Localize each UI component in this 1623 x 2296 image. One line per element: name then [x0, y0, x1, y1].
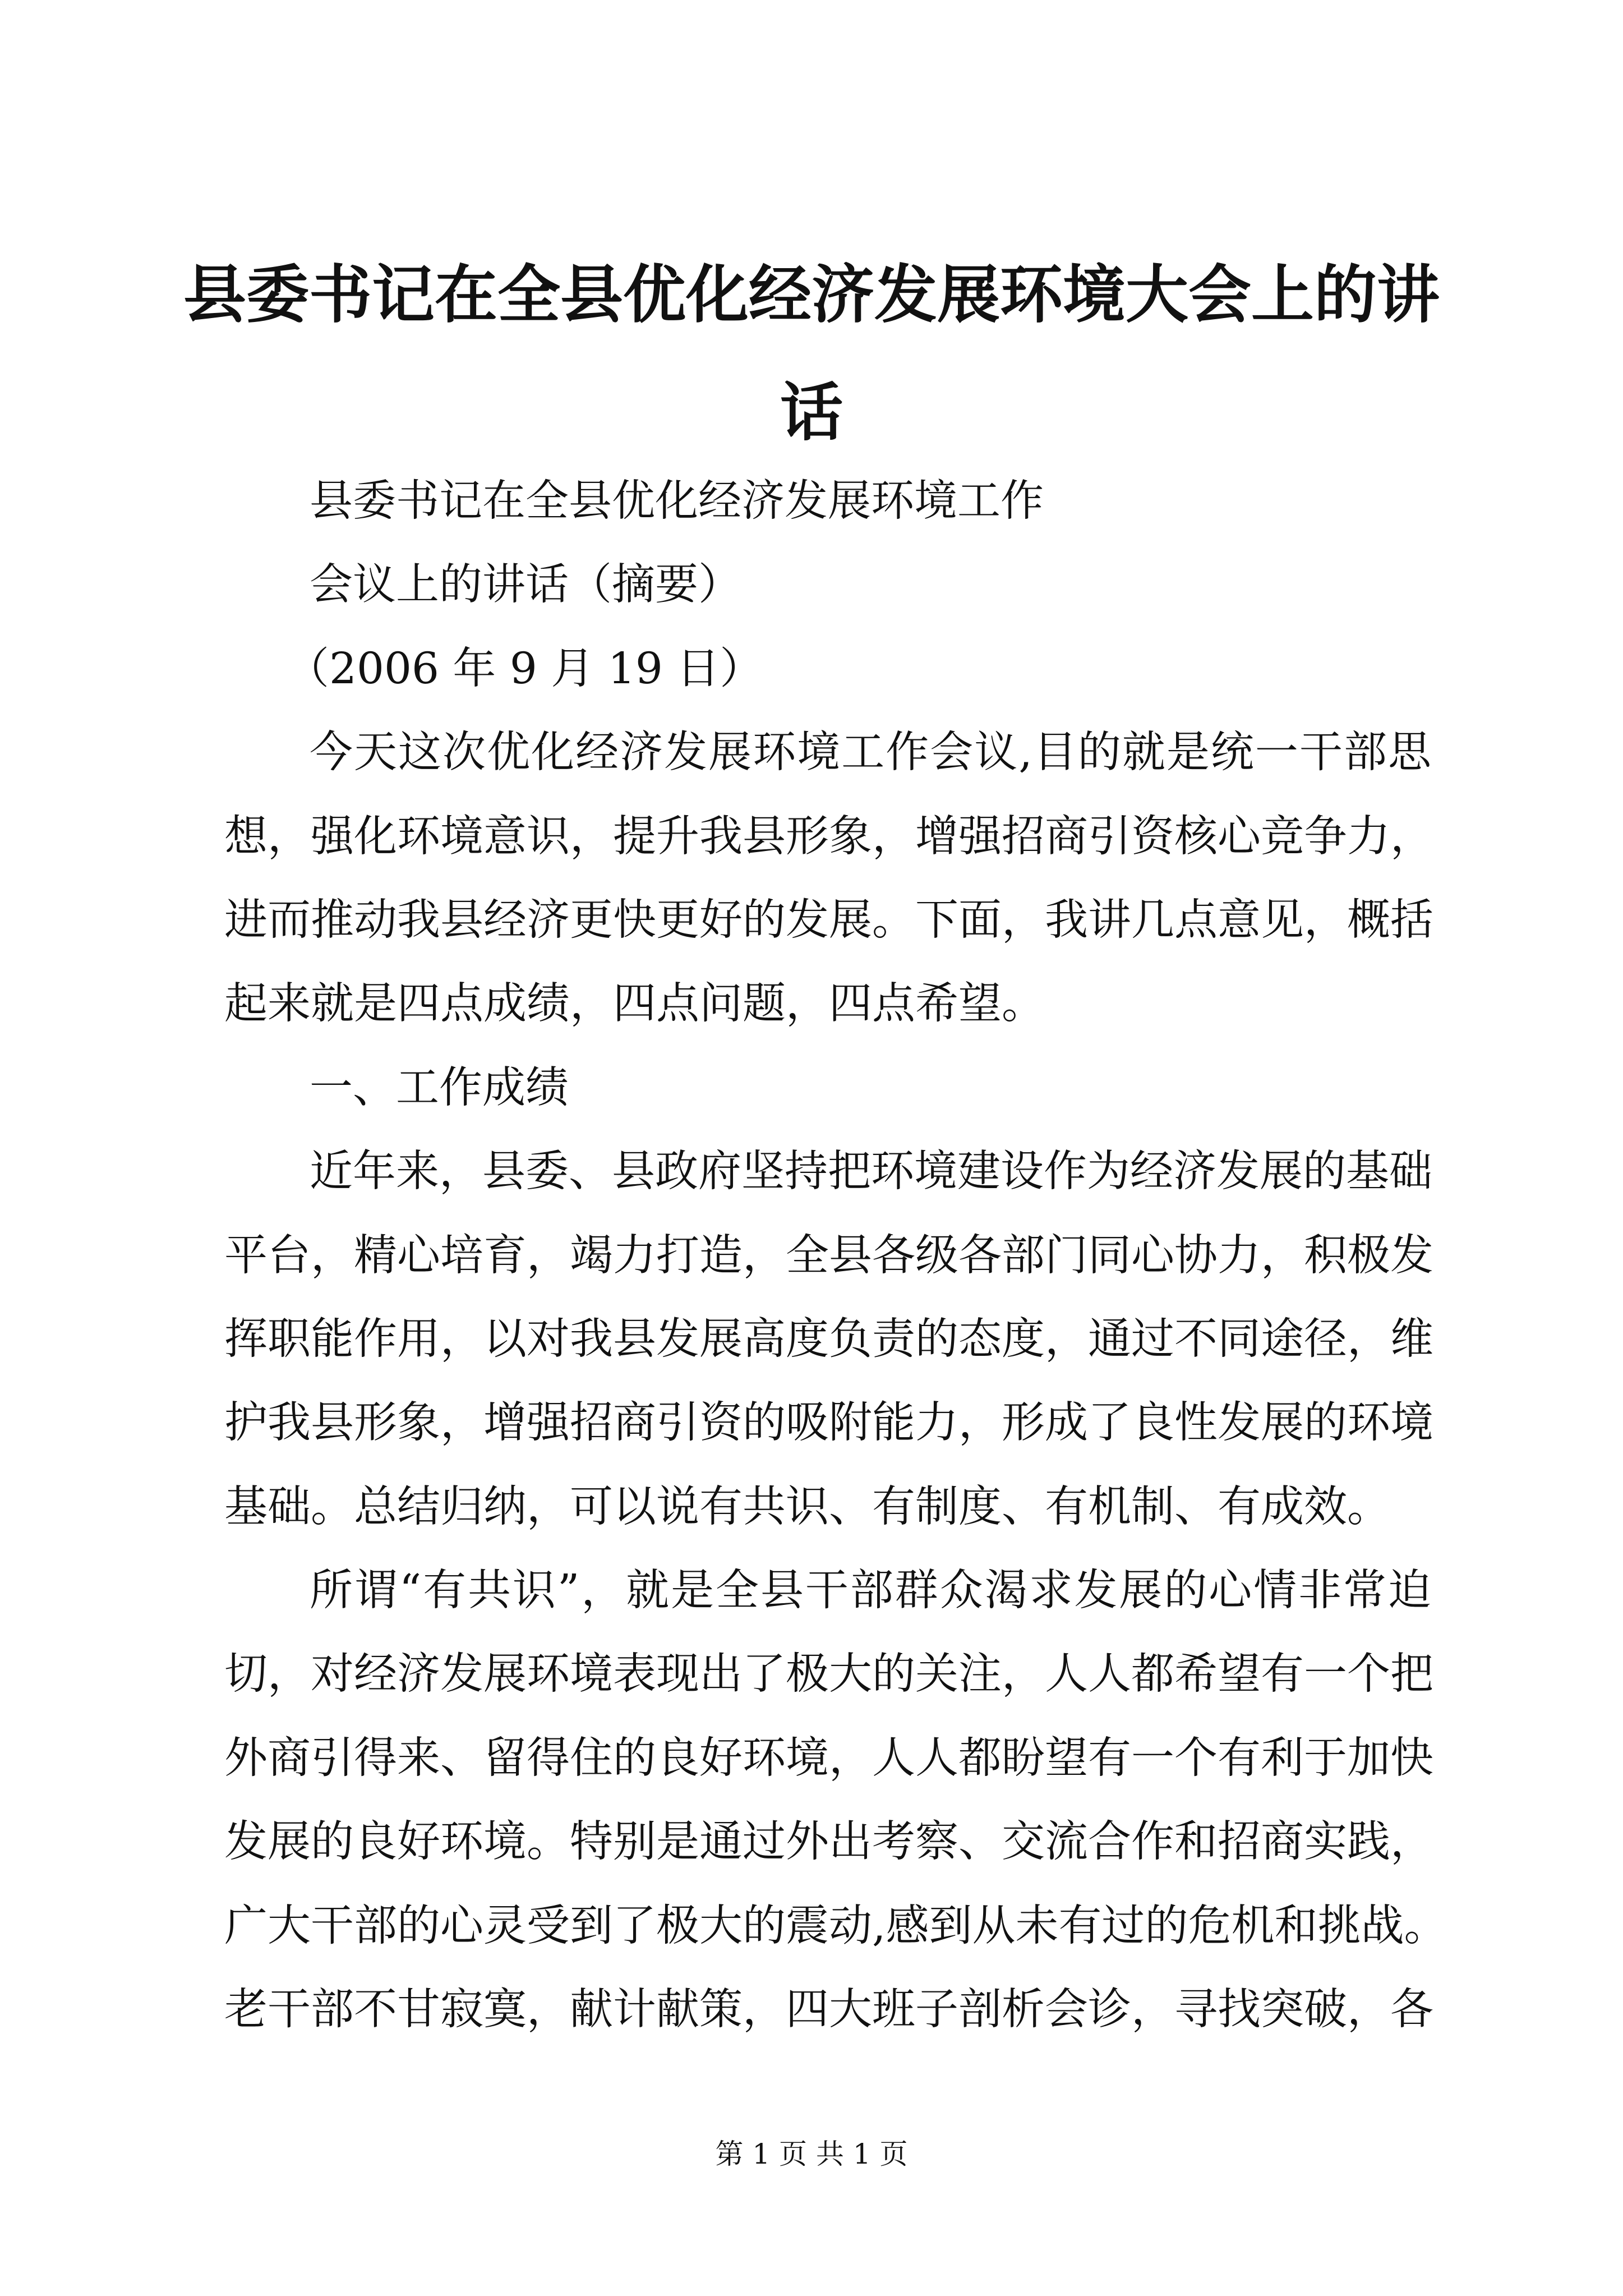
- paragraph-line: 进而推动我县经济更快更好的发展。下面，我讲几点意见，概括: [224, 895, 1433, 945]
- paragraph-line: 发展的良好环境。特别是通过外出考察、交流合作和招商实践，: [224, 1817, 1433, 1867]
- paragraph-line: 一、工作成绩: [310, 1062, 569, 1113]
- paragraph-line: 平台，精心培育，竭力打造，全县各级各部门同心协力，积极发: [224, 1230, 1433, 1281]
- paragraph-line: 广大干部的心灵受到了极大的震动,感到从未有过的危机和挑战。: [224, 1901, 1447, 1951]
- subtitle-line: 县委书记在全县优化经济发展环境工作: [310, 476, 1044, 526]
- paragraph-line: 今天这次优化经济发展环境工作会议,目的就是统一干部思: [310, 728, 1431, 778]
- paragraph-line: 外商引得来、留得住的良好环境，人人都盼望有一个有利于加快: [224, 1733, 1433, 1783]
- paragraph-line: 起来就是四点成绩，四点问题，四点希望。: [224, 979, 1045, 1029]
- document-body: [224, 459, 1447, 2051]
- subtitle-line: 会议上的讲话（摘要）: [310, 560, 741, 610]
- paragraph-line: 所谓“有共识”，就是全县干部群众渴求发展的心情非常迫: [310, 1566, 1431, 1616]
- title-line: 县委书记在全县优化经济发展环境大会上的讲: [183, 258, 1440, 332]
- paragraph-line: 切，对经济发展环境表现出了极大的关注，人人都希望有一个把: [224, 1649, 1433, 1700]
- paragraph-line: 想，强化环境意识，提升我县形象，增强招商引资核心竞争力，: [224, 811, 1433, 862]
- paragraph-line: 基础。总结归纳，可以说有共识、有制度、有机制、有成效。: [224, 1481, 1390, 1532]
- paragraph-line: 护我县形象，增强招商引资的吸附能力，形成了良性发展的环境: [224, 1398, 1433, 1448]
- title-line: 话: [780, 376, 843, 449]
- paragraph-line: 挥职能作用，以对我县发展高度负责的态度，通过不同途径，维: [224, 1314, 1433, 1364]
- speech-date: （2006 年 9 月 19 日）: [286, 643, 763, 694]
- document-title: [168, 236, 1455, 472]
- paragraph-line: 老干部不甘寂寞，献计献策，四大班子剖析会诊，寻找突破，各: [224, 1985, 1433, 2035]
- page-footer: 第 1 页 共 1 页: [715, 2138, 908, 2170]
- paragraph-line: 近年来，县委、县政府坚持把环境建设作为经济发展的基础: [310, 1147, 1432, 1197]
